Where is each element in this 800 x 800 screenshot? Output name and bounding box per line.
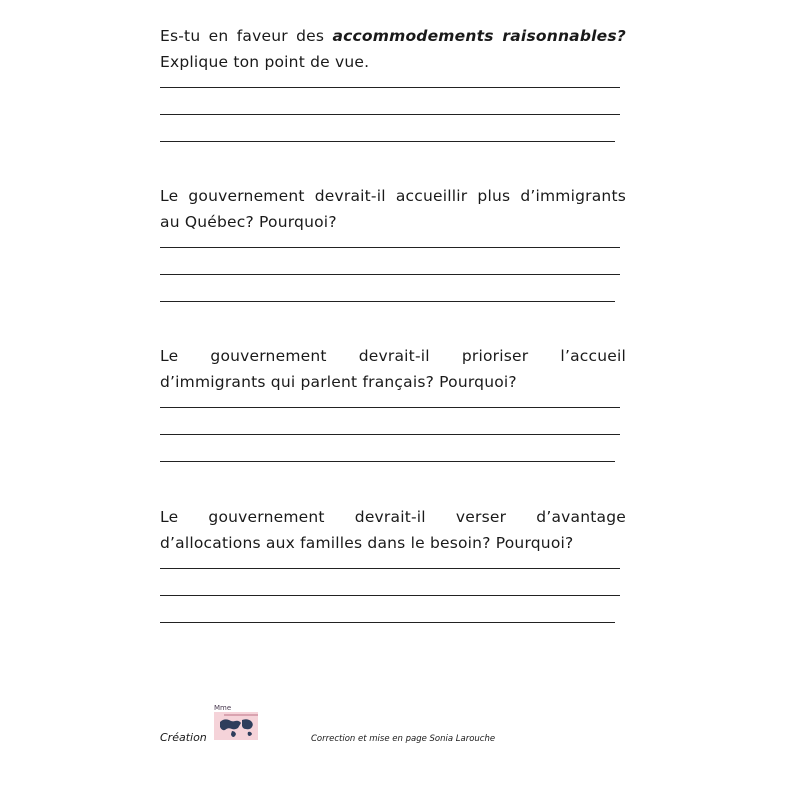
answer-line[interactable] bbox=[160, 301, 615, 302]
answer-line[interactable] bbox=[160, 407, 620, 408]
answer-line[interactable] bbox=[160, 247, 620, 248]
question-1 bbox=[160, 23, 626, 168]
answer-line[interactable] bbox=[160, 622, 615, 623]
answer-lines-3 bbox=[160, 407, 626, 462]
answer-line[interactable] bbox=[160, 434, 620, 435]
question-1-part-3: Explique ton point de vue. bbox=[160, 53, 370, 71]
credit-text: Correction et mise en page Sonia Larouche bbox=[311, 734, 496, 744]
question-4-text: Le gouvernement devrait-il verser d’avantage d’allocations aux familles dans le besoin? Pourquoi? bbox=[160, 508, 626, 552]
answer-line[interactable] bbox=[160, 595, 620, 596]
question-1-emphasis: accommodements raisonnables? bbox=[332, 27, 626, 45]
answer-line[interactable] bbox=[160, 141, 615, 142]
question-2 bbox=[160, 183, 626, 328]
answer-line[interactable] bbox=[160, 274, 620, 275]
creation-label: Création bbox=[160, 731, 207, 744]
answer-lines-2 bbox=[160, 247, 626, 302]
logo-text: Mme bbox=[214, 704, 232, 712]
answer-lines-4 bbox=[160, 568, 626, 623]
question-2-text: Le gouvernement devrait-il accueillir plus d’immigrants au Québec? Pourquoi? bbox=[160, 187, 626, 231]
answer-line[interactable] bbox=[160, 568, 620, 569]
question-3 bbox=[160, 343, 626, 488]
question-1-text bbox=[160, 23, 626, 75]
answer-line[interactable] bbox=[160, 461, 615, 462]
question-1-part-1: Es-tu en faveur des bbox=[160, 27, 333, 45]
question-3-text: Le gouvernement devrait-il prioriser l’accueil d’immigrants qui parlent français? Pourquoi? bbox=[160, 347, 626, 391]
answer-lines-1 bbox=[160, 87, 626, 142]
answer-line[interactable] bbox=[160, 114, 620, 115]
answer-line[interactable] bbox=[160, 87, 620, 88]
question-4 bbox=[160, 504, 626, 649]
world-map-logo-icon bbox=[212, 700, 260, 744]
